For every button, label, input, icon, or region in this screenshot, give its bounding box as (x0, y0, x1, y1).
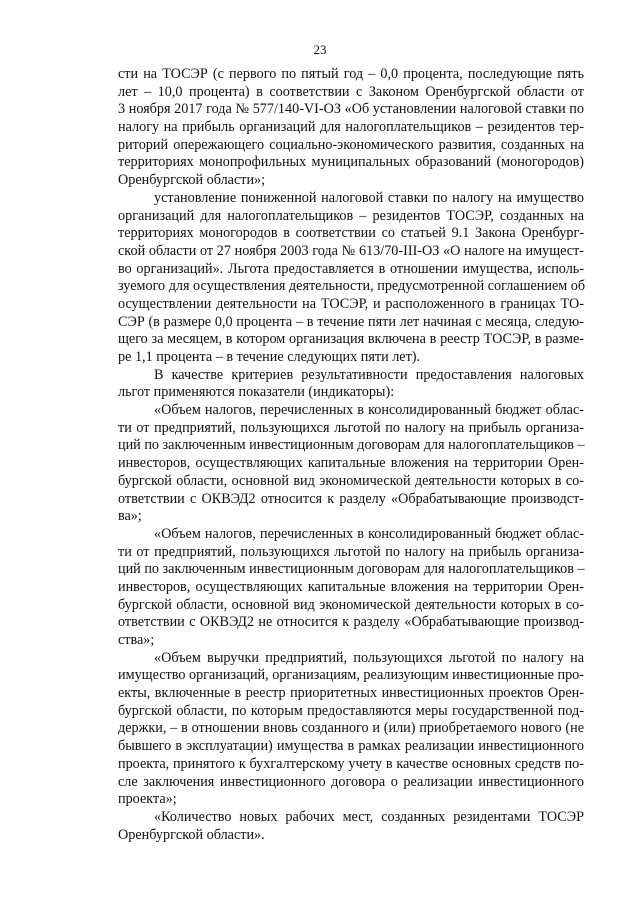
paragraph-p5 (118, 526, 584, 650)
text-line: лет – 10,0 процента) в соответствии с Законом Оренбургской области от (118, 83, 584, 100)
text-line: осуществлении деятельности на ТОСЭР, и расположенного в границах ТО- (118, 295, 584, 312)
paragraph-p6 (118, 650, 584, 809)
text-line: «Объем налогов, перечисленных в консолидированный бюджет облас- (154, 402, 584, 419)
text-line: «Объем выручки предприятий, пользующихся льготой по налогу на (154, 649, 584, 666)
text-line: бургской области, по которым предоставляются меры государственной под- (118, 702, 584, 719)
paragraph-p3 (118, 367, 584, 402)
text-line: бургской области, основной вид экономической деятельности которых в со- (118, 472, 584, 489)
text-line: ва»; (118, 508, 142, 525)
text-line: территориях моногородов в соответствии со статьей 9.1 Закона Оренбург- (118, 225, 584, 242)
text-line: сти на ТОСЭР (с первого по пятый год – 0,0 процента, последующие пять (118, 66, 584, 82)
document-body (118, 66, 584, 844)
text-line: инвесторов, осуществляющих капитальные вложения на территории Орен- (118, 455, 584, 472)
text-line: ций по заключенным инвестиционным договорам для налогоплательщиков – (118, 561, 585, 578)
paragraph-p2 (118, 190, 584, 367)
text-line: ти от предприятий, пользующихся льготой по налогу на прибыль организа- (118, 543, 584, 560)
text-line: «Объем налогов, перечисленных в консолидированный бюджет облас- (154, 525, 584, 542)
text-line: проекта, принятого к бухгалтерскому учету в качестве основных средств по- (118, 755, 584, 772)
text-line: ти от предприятий, пользующихся льготой по налогу на прибыль организа- (118, 419, 584, 436)
text-line: Оренбургской области». (118, 826, 265, 843)
text-line: зуемого для осуществления деятельности, предусмотренной соглашением об (118, 278, 586, 295)
text-line: имущество организаций, организациям, реализующим инвестиционные про- (118, 667, 584, 684)
text-line: установление пониженной налоговой ставки по налогу на имущество (154, 189, 584, 206)
text-line: налогу на прибыль организаций для налогоплательщиков – резидентов тер- (118, 119, 584, 136)
text-line: СЭР (в размере 0,0 процента – в течение пяти лет начиная с месяца, следую- (118, 313, 584, 330)
text-line: ответствии с ОКВЭД2 относится к разделу «Обрабатывающие производст- (118, 490, 584, 507)
text-line: бывшего в эксплуатации) имущества в рамках реализации инвестиционного (118, 738, 584, 755)
text-line: ответствии с ОКВЭД2 не относится к разделу «Обрабатывающие производ- (118, 614, 584, 631)
paragraph-p7 (118, 809, 584, 844)
text-line: сле заключения инвестиционного договора о реализации инвестиционного (118, 773, 584, 790)
text-line: льгот применяются показатели (индикаторы): (118, 384, 395, 401)
text-line: проекта»; (118, 791, 177, 808)
text-line: 3 ноября 2017 года № 577/140-VI-ОЗ «Об установлении налоговой ставки по (118, 101, 584, 118)
text-line: «Количество новых рабочих мест, созданных резидентами ТОСЭР (154, 808, 584, 825)
text-line: бургской области, основной вид экономической деятельности которых в со- (118, 596, 584, 613)
text-line: инвесторов, осуществляющих капитальные вложения на территории Орен- (118, 578, 584, 595)
text-line: риторий опережающего социально-экономического развития, созданных на (118, 136, 584, 153)
paragraph-p4 (118, 402, 584, 526)
text-line: ре 1,1 процента – в течение следующих пяти лет). (118, 349, 421, 365)
text-line: ской области от 27 ноября 2003 года № 613/70-III-ОЗ «О налоге на имущест- (118, 242, 584, 259)
text-line: территориях монопрофильных муниципальных образований (моногородов) (118, 154, 584, 171)
text-line: Оренбургской области»; (118, 172, 266, 189)
text-line: щего за месяцем, в котором организация включена в реестр ТОСЭР, в разме- (118, 331, 584, 348)
text-line: ций по заключенным инвестиционным договорам для налогоплательщиков – (118, 437, 585, 454)
text-line: во организаций». Льгота предоставляется в отношении имущества, исполь- (118, 260, 584, 277)
text-line: В качестве критериев результативности предоставления налоговых (154, 366, 584, 383)
text-line: ства»; (118, 632, 155, 648)
page-number: 23 (313, 42, 327, 57)
paragraph-p1 (118, 66, 584, 190)
text-line: екты, включенные в реестр приоритетных инвестиционных проектов Орен- (118, 685, 584, 702)
text-line: организаций для налогоплательщиков – резидентов ТОСЭР, созданных на (118, 207, 584, 224)
text-line: держки, – в отношении вновь созданного и (или) приобретаемого нового (не (118, 720, 584, 737)
